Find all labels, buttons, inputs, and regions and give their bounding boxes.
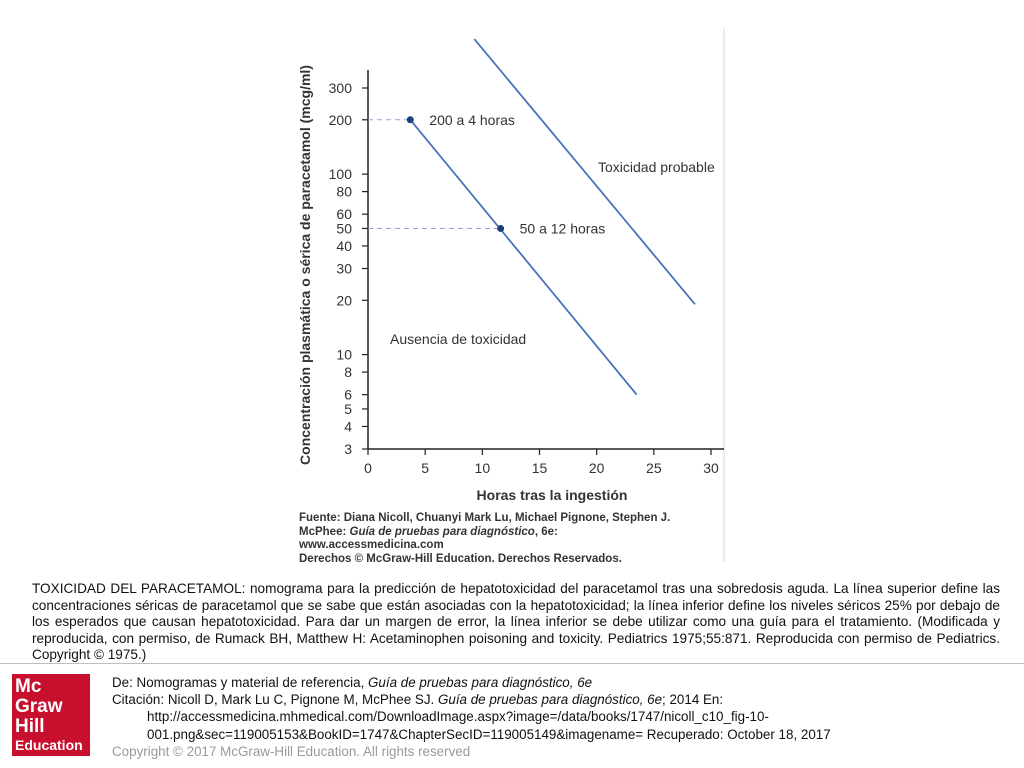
source-line-2-title: Guía de pruebas para diagnóstico (349, 525, 535, 538)
y-axis-ticks (329, 80, 368, 457)
y-tick-label-8: 8 (344, 364, 352, 381)
x-tick-label-25: 25 (646, 460, 662, 476)
annotation-toxicidad-probable: Toxicidad probable (598, 159, 715, 175)
y-tick-label-40: 40 (336, 237, 352, 254)
data-points (407, 112, 605, 237)
citation-line (112, 691, 1012, 708)
x-tick-label-0: 0 (364, 460, 372, 476)
data-point-label-0: 200 a 4 horas (429, 111, 515, 128)
y-tick-label-3: 3 (344, 441, 352, 457)
x-axis-ticks (364, 449, 719, 476)
source-line-4: Derechos © McGraw-Hill Education. Derechos Reservados. (299, 553, 622, 566)
logo-line-3: Hill (15, 716, 45, 737)
data-point-0 (407, 116, 414, 123)
source-line-1: Fuente: Diana Nicoll, Chuanyi Mark Lu, Michael Pignone, Stephen J. (299, 512, 671, 524)
y-tick-label-5: 5 (344, 400, 352, 417)
mcgraw-hill-logo (12, 674, 90, 756)
source-line-2-suffix: , 6e: (534, 525, 558, 538)
data-point-label-1: 50 a 12 horas (519, 220, 606, 237)
source-line-3: www.accessmedicina.com (299, 539, 444, 552)
logo-line-1: Mc (15, 676, 42, 697)
citation-title: Guía de pruebas para diagnóstico, 6e (437, 692, 663, 708)
x-tick-label-5: 5 (421, 460, 430, 476)
y-tick-label-50: 50 (336, 220, 352, 237)
citation-suffix: ; 2014 En: (662, 692, 724, 708)
y-tick-label-60: 60 (336, 206, 352, 223)
x-tick-label-20: 20 (588, 460, 605, 476)
y-axis-title: Concentración plasmática o sérica de paracetamol (mcg/ml) (297, 65, 313, 465)
citation-block (112, 674, 1012, 760)
y-tick-label-10: 10 (336, 346, 352, 363)
citation-url-1[interactable]: http://accessmedicina.mhmedical.com/DownloadImage.aspx?image=/data/books/1747/nicoll_c10_fig-10- (147, 709, 769, 725)
y-tick-label-4: 4 (344, 418, 352, 435)
y-tick-label-30: 30 (336, 260, 352, 277)
de-title: Guía de pruebas para diagnóstico, 6e (368, 675, 593, 690)
data-point-1 (497, 225, 504, 232)
source-line-2-prefix: McPhee: (299, 525, 350, 538)
figure-source (299, 512, 709, 567)
logo-line-2: Graw (15, 696, 63, 717)
copyright-text: Copyright © 2017 McGraw-Hill Education. All rights reserved (112, 743, 471, 759)
annotation-ausencia-de-toxicidad: Ausencia de toxicidad (390, 331, 527, 347)
de-line (112, 674, 1012, 691)
x-axis-title: Horas tras la ingestión (476, 487, 628, 503)
y-tick-label-80: 80 (336, 183, 352, 200)
x-tick-label-30: 30 (703, 460, 719, 476)
y-tick-label-300: 300 (328, 80, 352, 96)
logo-line-4: Education (15, 737, 83, 753)
citation-prefix: Citación: Nicoll D, Mark Lu C, Pignone M, McPhee SJ. (112, 692, 438, 708)
source-line-2 (299, 526, 709, 540)
y-tick-label-200: 200 (328, 111, 352, 128)
y-tick-label-20: 20 (336, 292, 352, 309)
dashed-guides (368, 120, 501, 229)
citation-url-2[interactable]: 001.png&sec=119005153&BookID=1747&ChapterSecID=119005149&imagename= Recuperado: October 18, 2017 (147, 726, 831, 742)
x-tick-label-15: 15 (531, 460, 548, 476)
de-prefix: De: Nomogramas y material de referencia, (112, 675, 369, 690)
figure-caption: TOXICIDAD DEL PARACETAMOL: nomograma para la predicción de hepatotoxicidad del paracetamol tras una sobredosis aguda. La línea superior define las concentraciones séricas de paracetamol que se sabe que están asociadas con la hepatotoxicidad; la línea inferior define los niveles séricos 25% por debajo de los esperados que causan hepatotoxicidad. Para dar un margen de error, la línea inferior se debe utilizar como una guía para el tratamiento. (Modificada y reproducida, con permiso, de Rumack BH, Matthew H: Acetaminophen poisoning and toxicity. Pediatrics 1975;55:871. Reproducida con permiso de Pediatrics. Copyright © 1975.) (32, 581, 1000, 663)
footer-divider (0, 663, 1024, 664)
x-tick-label-10: 10 (474, 460, 491, 476)
y-tick-label-6: 6 (344, 386, 352, 403)
y-tick-label-100: 100 (328, 166, 352, 183)
